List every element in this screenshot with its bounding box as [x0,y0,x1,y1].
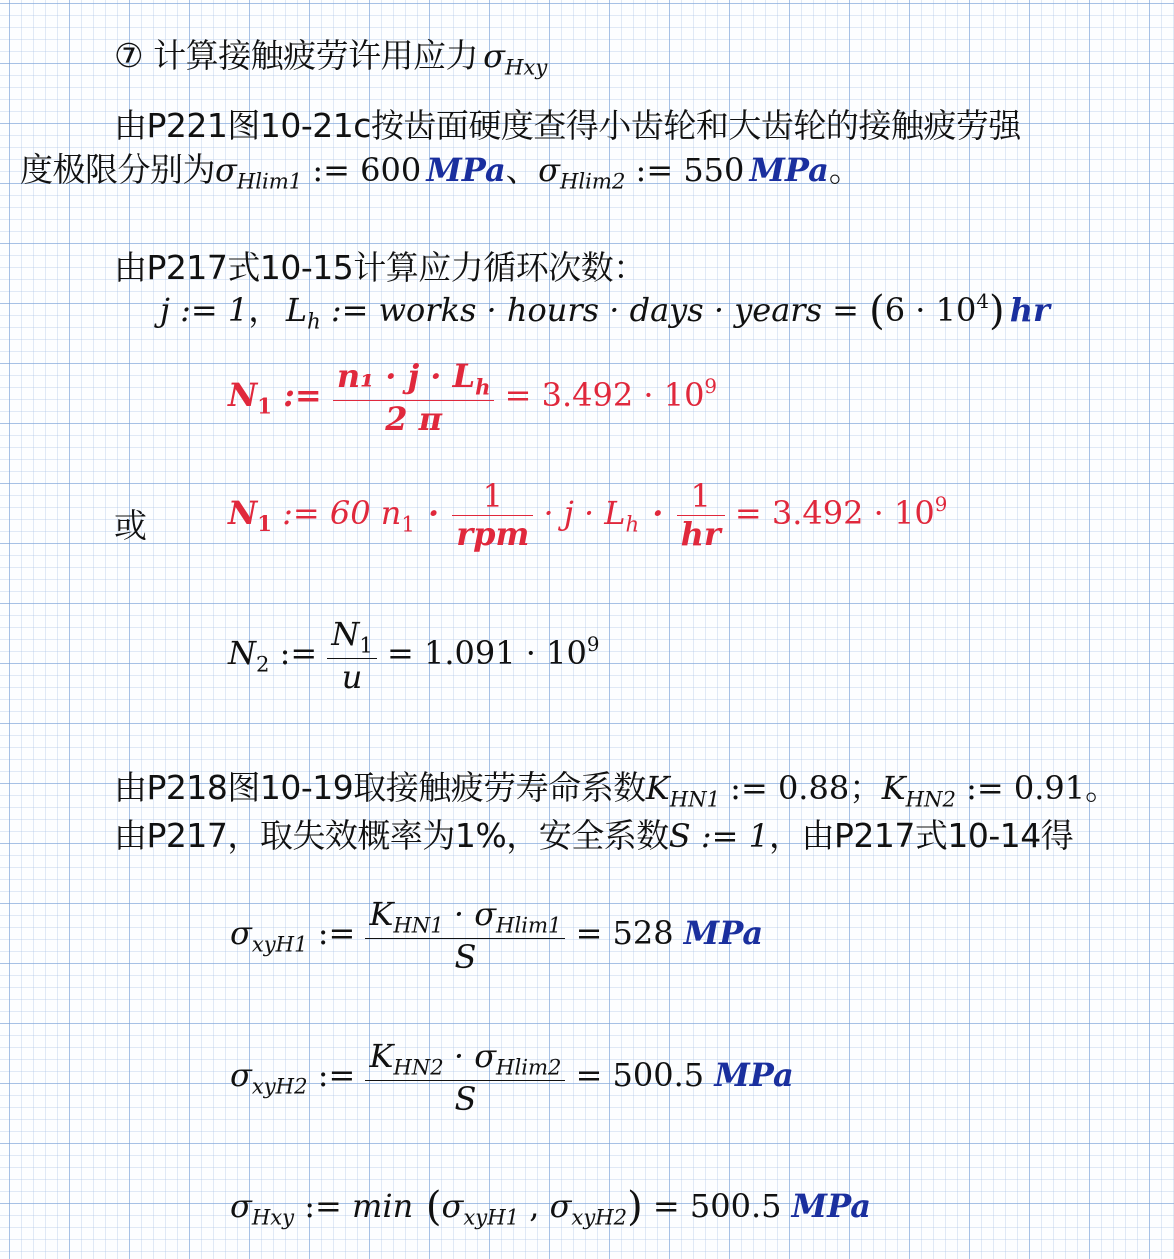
sigma-hlim2: $\sigma_{Hlim2}$ [538,151,626,194]
para2-text: 由P217式10-15计算应力循环次数： [114,248,646,287]
step-title: ⑦ 计算接触疲劳许用应力 [114,36,479,75]
rpm-fraction: $\frac{1}{\text{rpm}}$ [452,478,533,553]
sigma-hxy-symbol: $\sigma_{Hxy}$ [483,37,548,80]
hr-fraction: $\frac{1}{hr}$ [677,478,725,553]
n1-equation-a: $N_1$ := $\frac{n_1 \cdot j \cdot L_h}{2 \pi}$ = $3.492 \cdot 10^9$ [228,357,718,438]
lh-expression: := works · hours · days · years = [320,291,870,329]
sigma-xyh2-equation: $\sigma_{xyH2}$ := $\frac{K_{HN2} \cdot \sigma_{Hlim2}}{S}$ = 500.5 MPa [230,1037,794,1118]
s1-fraction: $\frac{K_{HN1} \cdot \sigma_{Hlim1}}{S}$ [365,896,565,975]
hlim1-value: 600 [360,151,422,189]
sigma-hxy-min-equation: $\sigma_{Hxy}$ := $\min (\sigma_{xyH1}$ , $\sigma_{xyH2}) = 500.5$ MPa [230,1184,871,1230]
hlim2-unit: MPa [749,151,829,189]
lh-equation: j := 1， $L_h$ := works · hours · days · years = $(6 \cdot 10^4)$ hr [160,288,1050,335]
n1-equation-b: $N_1$ := 60 $n_1$ · $\frac{1}{\text{rpm}}$ · $j \cdot L_h$ · $\frac{1}{hr}$ = $3.492 \cdot 10^9$ [228,477,948,553]
j-equation: j := 1 [160,291,249,329]
khn2-symbol: $K_{HN2}$ [881,769,956,812]
hlim1-unit: MPa [426,151,506,189]
hlim2-value: 550 [683,151,745,189]
step-title-line [114,30,547,79]
para3-line2: 由P217，取失效概率为1%，安全系数S := 1，由P217式10-14得 [114,816,1074,855]
safety-factor: S := 1 [668,817,769,855]
lh-result: $(6 \cdot 10^4)$ [869,288,1005,335]
khn1-symbol: $K_{HN1}$ [645,769,720,812]
para1-line1: 由P221图10-21c按齿面硬度查得小齿轮和大齿轮的接触疲劳强 [114,106,1021,145]
lh-symbol: $L_h$ [285,291,321,334]
para3-line1: 由P218图10-19取接触疲劳寿命系数$K_{HN1}$ := 0.88；$K_{HN2}$ := 0.91。 [114,768,1118,812]
sigma-xyh1-equation: $\sigma_{xyH1}$ := $\frac{K_{HN1} \cdot \sigma_{Hlim1}}{S}$ = 528 MPa [230,895,764,976]
s2-fraction: $\frac{K_{HN2} \cdot \sigma_{Hlim2}}{S}$ [365,1038,565,1117]
n2-equation: $N_2$ := $\frac{N_1}{u}$ = $1.091 \cdot 10^9$ [228,615,600,696]
para1-line2: 度极限分别为$\sigma_{Hlim1}$ := 600 MPa、$\sigma_{Hlim2}$ := 550 MPa。 [20,150,862,194]
lh-unit: hr [1009,291,1050,329]
sigma-hlim1: $\sigma_{Hlim1}$ [215,151,303,194]
n1a-fraction: $\frac{n_1 \cdot j \cdot L_h}{2 \pi}$ [333,358,495,437]
n2-fraction: $\frac{N_1}{u}$ [327,616,376,695]
or-label: 或 [114,506,147,545]
